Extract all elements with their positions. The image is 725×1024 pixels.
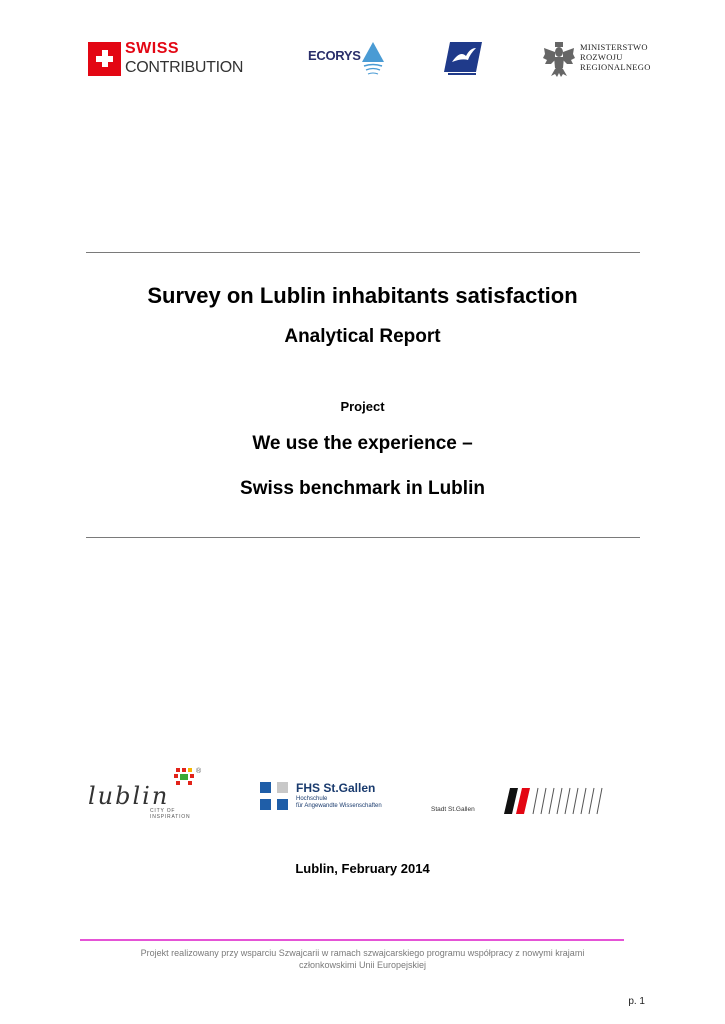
project-label: Project	[340, 399, 385, 414]
swiss-logo-line2: CONTRIBUTION	[125, 59, 244, 76]
bottom-divider	[86, 537, 640, 538]
project-name-line1: We use the experience –	[252, 433, 473, 454]
footer-line1: Projekt realizowany przy wsparciu Szwajcarii w ramach szwajcarskiego programu współpracy z nowymi krajami	[140, 948, 585, 958]
ministry-logo-text	[580, 42, 651, 72]
ministry-line2: ROZWOJU	[580, 52, 623, 62]
fhs-sub-line2: für Angewandte Wissenschaften	[296, 803, 382, 809]
footer-line2: członkowskimi Unii Europejskiej	[298, 960, 427, 970]
project-name-line2: Swiss benchmark in Lublin	[240, 478, 485, 499]
stgallen-stripes-icon	[504, 786, 606, 816]
bird-emblem-icon	[444, 42, 482, 76]
page-number: p. 1	[628, 996, 645, 1007]
ministry-line1: MINISTERSTWO	[580, 42, 648, 52]
swiss-logo-line1: SWISS	[125, 40, 180, 57]
fhs-logo-subtitle	[296, 796, 382, 810]
lublin-registered-mark: ®	[196, 768, 202, 775]
lublin-tagline: CITY OF INSPIRATION	[150, 808, 191, 820]
swiss-contribution-logo	[88, 42, 248, 78]
document-title: Survey on Lublin inhabitants satisfaction	[147, 283, 578, 308]
ministry-logo	[543, 40, 653, 78]
fhs-sub-line1: Hochschule	[296, 796, 328, 802]
place-and-date: Lublin, February 2014	[295, 861, 430, 876]
lublin-pixel-icon	[174, 768, 194, 786]
top-divider	[86, 252, 640, 253]
fhs-squares-icon	[260, 782, 292, 812]
eagle-emblem-icon	[543, 40, 575, 78]
stadt-st-gallen-logo	[430, 786, 606, 816]
footer-note	[0, 947, 725, 971]
ecorys-triangle-icon	[362, 42, 384, 78]
lublin-wordmark: lublin	[88, 782, 170, 810]
ecorys-logo-text: ECORYS	[308, 48, 361, 63]
ministry-line3: REGIONALNEGO	[580, 62, 651, 72]
ecorys-logo	[308, 42, 386, 78]
document-subtitle: Analytical Report	[284, 326, 441, 347]
fhs-logo-name: FHS St.Gallen	[296, 781, 376, 795]
lublin-logo	[86, 766, 212, 820]
footer-divider	[80, 939, 624, 941]
stgallen-logo-text: Stadt St.Gallen	[431, 806, 475, 813]
swiss-cross-icon	[88, 42, 121, 76]
fhs-st-gallen-logo	[260, 781, 390, 815]
